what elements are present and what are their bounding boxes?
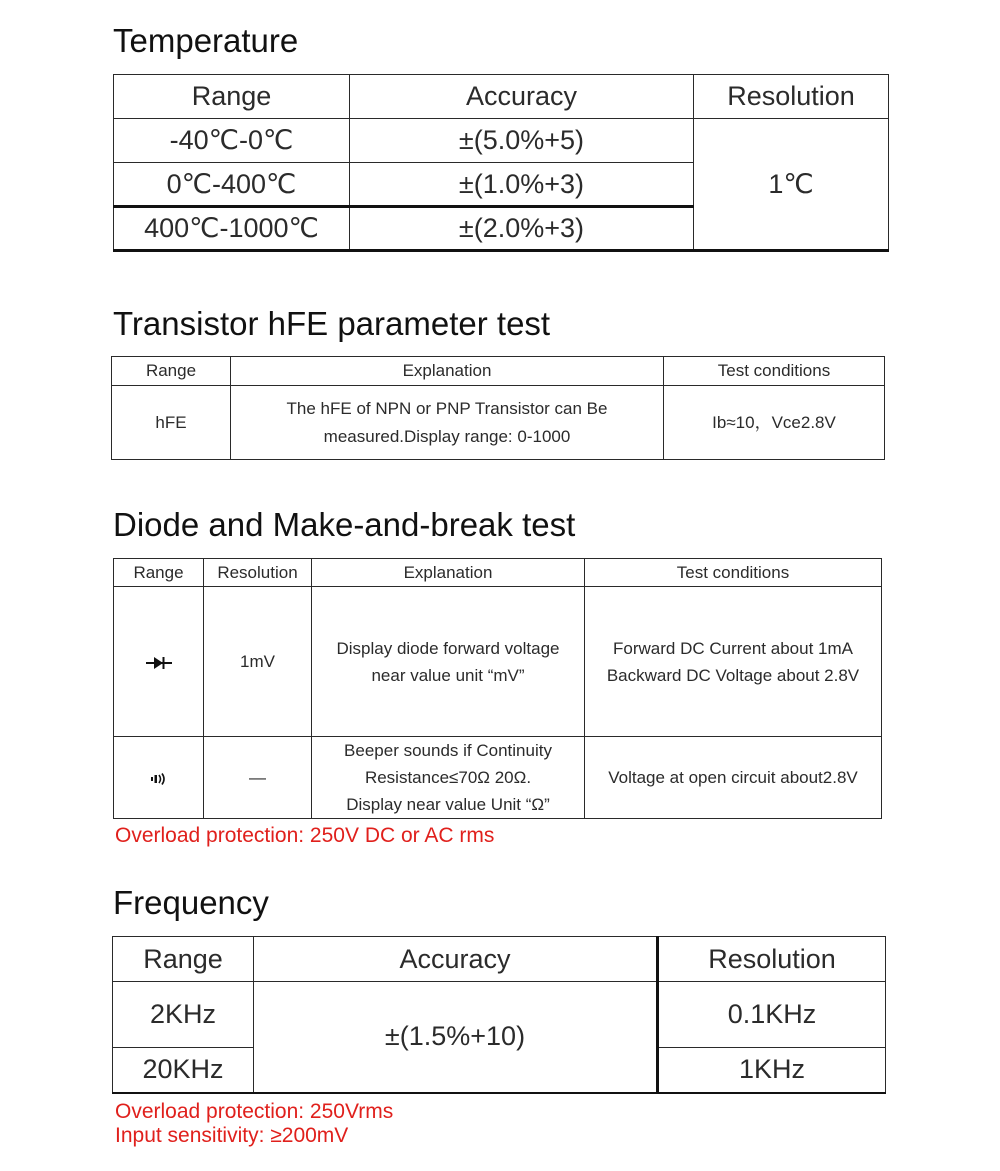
transistor-title: Transistor hFE parameter test bbox=[113, 305, 551, 342]
resolution-cell: 1℃ bbox=[694, 119, 889, 251]
explanation-cell bbox=[312, 737, 585, 819]
explanation-line: Display near value Unit “Ω” bbox=[346, 795, 550, 814]
header-resolution: Resolution bbox=[204, 559, 312, 587]
sensitivity-note: Input sensitivity: ≥200mV bbox=[115, 1124, 349, 1147]
temperature-title: Temperature bbox=[113, 22, 299, 59]
conditions-cell bbox=[585, 587, 882, 737]
header-resolution: Resolution bbox=[658, 937, 886, 982]
explanation-line: Beeper sounds if Continuity bbox=[344, 741, 552, 760]
diode-table bbox=[113, 558, 882, 819]
table-row bbox=[114, 737, 882, 819]
table-header-row bbox=[113, 937, 886, 982]
resolution-cell: 0.1KHz bbox=[658, 982, 886, 1048]
resolution-cell: — bbox=[204, 737, 312, 819]
range-cell: 20KHz bbox=[113, 1048, 254, 1093]
table-row bbox=[114, 587, 882, 737]
overload-note: Overload protection: 250Vrms bbox=[115, 1100, 394, 1123]
explanation-line: The hFE of NPN or PNP Transistor can Be bbox=[286, 398, 608, 418]
header-accuracy: Accuracy bbox=[254, 937, 658, 982]
header-test-conditions: Test conditions bbox=[664, 357, 885, 386]
explanation-line: Resistance≤70Ω 20Ω. bbox=[364, 768, 532, 787]
overload-note: Overload protection: 250V DC or AC rms bbox=[115, 824, 495, 847]
range-cell: -40℃-0℃ bbox=[114, 119, 350, 163]
diode-title: Diode and Make-and-break test bbox=[113, 506, 576, 543]
explanation-line: Display diode forward voltage bbox=[336, 638, 560, 658]
table-header-row bbox=[112, 357, 885, 386]
conditions-cell: Ib≈10，Vce2.8V bbox=[664, 386, 885, 460]
frequency-title: Frequency bbox=[113, 884, 269, 921]
conditions-line: Forward DC Current about 1mA bbox=[613, 638, 853, 658]
frequency-table bbox=[112, 936, 886, 1094]
header-range: Range bbox=[114, 75, 350, 119]
temperature-table bbox=[113, 74, 889, 252]
range-cell: hFE bbox=[112, 386, 231, 460]
explanation-line: near value unit “mV” bbox=[371, 665, 525, 685]
explanation-line: measured.Display range: 0-1000 bbox=[323, 426, 571, 446]
range-cell bbox=[114, 737, 204, 819]
continuity-beeper-icon bbox=[150, 772, 168, 786]
conditions-cell: Voltage at open circuit about2.8V bbox=[585, 737, 882, 819]
explanation-cell bbox=[312, 587, 585, 737]
header-test-conditions: Test conditions bbox=[585, 559, 882, 587]
header-range: Range bbox=[113, 937, 254, 982]
header-range: Range bbox=[114, 559, 204, 587]
header-accuracy: Accuracy bbox=[350, 75, 694, 119]
header-range: Range bbox=[112, 357, 231, 386]
accuracy-cell: ±(5.0%+5) bbox=[350, 119, 694, 163]
table-header-row bbox=[114, 75, 889, 119]
transistor-table bbox=[111, 356, 885, 460]
range-cell: 0℃-400℃ bbox=[114, 163, 350, 207]
header-explanation: Explanation bbox=[231, 357, 664, 386]
range-cell bbox=[114, 587, 204, 737]
diode-icon bbox=[146, 655, 172, 671]
table-header-row bbox=[114, 559, 882, 587]
resolution-cell: 1KHz bbox=[658, 1048, 886, 1093]
table-row bbox=[112, 386, 885, 460]
table-row bbox=[114, 119, 889, 163]
explanation-cell bbox=[231, 386, 664, 460]
range-cell: 400℃-1000℃ bbox=[114, 207, 350, 251]
accuracy-cell: ±(1.0%+3) bbox=[350, 163, 694, 207]
range-cell: 2KHz bbox=[113, 982, 254, 1048]
header-explanation: Explanation bbox=[312, 559, 585, 587]
header-resolution: Resolution bbox=[694, 75, 889, 119]
table-row bbox=[113, 982, 886, 1048]
conditions-line: Backward DC Voltage about 2.8V bbox=[606, 665, 860, 685]
accuracy-cell: ±(1.5%+10) bbox=[254, 982, 658, 1093]
resolution-cell: 1mV bbox=[204, 587, 312, 737]
accuracy-cell: ±(2.0%+3) bbox=[350, 207, 694, 251]
